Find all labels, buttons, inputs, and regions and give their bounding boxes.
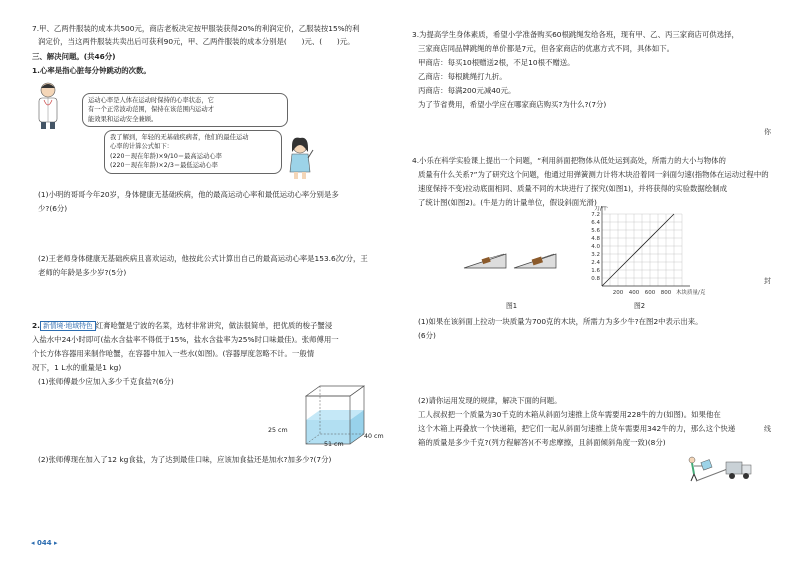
y-tick-label: 0.8 — [591, 276, 600, 282]
q4-line2: 质量有什么关系?”为了研究这个问题，他通过用弹簧测力计将木块沿着同一斜面匀速(指物体在运动过程中的 — [418, 170, 769, 179]
q4-sub2-line3: 箱的质量是多少千克?(列方程解答)(不考虑摩擦，且斜面倾斜角度一致)(8分) — [418, 438, 666, 447]
q3-shop3: 丙商店：每满200元减40元。 — [418, 86, 516, 95]
bubble1-line3: 能效果和运动安全兼顾。 — [88, 115, 158, 123]
q4-line1: 4.小乐在科学实验课上提出一个问题，“利用斜面把物体从低处运到高处，所需力的大小与物体的 — [412, 156, 726, 165]
prev-page-icon[interactable]: ◂ — [31, 539, 35, 547]
teacher-illustration — [286, 136, 314, 180]
dim-length: 51 cm — [324, 441, 344, 448]
y-tick-label: 3.2 — [591, 252, 600, 258]
q2-sub1: (1)张师傅最少应加入多少千克食盐?(6分) — [38, 377, 174, 386]
side-char-2: 封 — [764, 277, 771, 285]
doctor-illustration — [32, 80, 64, 130]
q4-line3: 速度保持不变)拉动底面相同、质量不同的木块进行了探究(如图1)，并将获得的实验数据绘制成 — [418, 184, 727, 193]
q2-line1-text: 红膏呛蟹是宁波的名菜，选材非常讲究，做法很简单，把优质的梭子蟹浸 — [95, 321, 333, 330]
fig1-caption: 图1 — [506, 302, 518, 310]
q4-line4: 了统计图(如图2)。(牛是力的计量单位，假设斜面光滑) — [418, 198, 597, 207]
bubble2-line1: 我了解到，年轻的无基础疾病者，他们的最佳运动 — [110, 134, 249, 141]
ramp-figure — [462, 248, 574, 272]
x-tick-label: 400 — [628, 290, 640, 296]
y-tick-label: 7.2 — [591, 212, 600, 218]
bubble1-line2: 有一个正常波动范围，保持在该范围内运动才 — [88, 106, 214, 114]
side-char-3: 线 — [764, 425, 771, 433]
q1-sub1-line2: 少?(6分) — [38, 204, 68, 213]
doctor-speech-bubble — [82, 93, 288, 127]
page-number-text: 044 — [36, 539, 52, 547]
q4-sub2-line2: 这个木箱上再叠放一个快递箱，把它们一起从斜面匀速推上货车需要用342牛的力，那么这个快递 — [418, 424, 736, 433]
bubble2-line2: 心率的计算公式如下： — [110, 143, 173, 151]
q1-sub2-line2: 老师的年龄是多少岁?(5分) — [38, 268, 127, 277]
q3-shop2: 乙商店：每根跳绳打九折。 — [418, 72, 507, 81]
q3-shop1: 甲商店：每买10根赠送2根，不足10根不赠送。 — [418, 58, 575, 67]
x-tick-label: 200 — [612, 290, 624, 296]
q2-sub2: (2)张师傅现在加入了12 kg食盐，为了达到最佳口味，应该加食盐还是加水?加多少?(7分) — [38, 455, 332, 464]
q3-question: 为了节省费用，希望小学应在哪家商店购买?为什么?(7分) — [418, 100, 607, 109]
section3-title: 三、解决问题。(共46分) — [32, 52, 116, 61]
series-line — [602, 214, 674, 286]
y-tick-label: 1.6 — [591, 268, 600, 274]
q7-line2: 润定价，当这两件服装共卖出后可获利90元，甲、乙两件服装的成本分别是( )元、( )元。 — [38, 37, 355, 46]
q3-line2: 三家商店同品牌跳绳的单价都是7元，但各家商店的优惠方式不同，具体如下。 — [418, 44, 674, 53]
q2-line4: 况下，1 L水的重量是1 kg) — [32, 363, 122, 372]
x-tick-label: 800 — [660, 290, 672, 296]
y-tick-label: 5.6 — [591, 228, 600, 234]
dim-width: 40 cm — [364, 433, 384, 440]
y-tick-label: 4.0 — [591, 244, 600, 250]
y-axis-label: 力/牛 — [594, 206, 609, 212]
bubble1-line1: 运动心率是人体在运动时保持的心率状态，它 — [88, 97, 214, 104]
formula-min: (220－现在年龄)×2/3＝最低运动心率 — [110, 162, 218, 170]
teacher-speech-bubble — [104, 130, 282, 174]
side-char-1: 你 — [764, 128, 771, 136]
force-mass-chart — [576, 206, 736, 306]
next-page-icon[interactable]: ▸ — [54, 539, 58, 547]
y-tick-label: 2.4 — [591, 260, 600, 266]
q7-line1: 7.甲、乙两件服装的成本共500元，商店老板决定按甲服装获得20%的利润定价，乙服装按15%的利 — [32, 24, 360, 33]
q4-sub1-line2: (6分) — [418, 331, 436, 340]
y-tick-label: 4.8 — [591, 236, 600, 242]
q2-line2: 入盐水中24小时即可(盐水含盐率不得低于15%，盐水含盐率为25%时口味最佳)。张师傅用一 — [32, 335, 339, 344]
x-tick-label: 600 — [644, 290, 656, 296]
q4-sub2-line1: 工人叔叔把一个质量为30千克的木箱从斜面匀速推上货车需要用228牛的力(如图)。如果他在 — [418, 410, 721, 419]
q2-line3: 个长方体容器用来制作呛蟹，在容器中加入一些水(如图)。(容器厚度忽略不计。一般情 — [32, 349, 315, 358]
q4-sub1-line1: (1)如果在该斜面上拉动一块质量为700克的木块，所需力为多少牛?在图2中表示出来。 — [418, 317, 703, 326]
q4-sub2-title: (2)请你运用发现的规律，解决下面的问题。 — [418, 396, 562, 405]
formula-max: (220－现在年龄)×9/10＝最高运动心率 — [110, 152, 222, 160]
dim-height: 25 cm — [268, 427, 288, 434]
fig2-caption: 图2 — [634, 302, 646, 310]
q2-tag: 新情境·地域特色 — [40, 321, 96, 331]
q1-sub2-line1: (2)王老师身体健康无基础疾病且喜欢运动，他按此公式计算出自己的最高运动心率是153.6次/分，王 — [38, 254, 368, 263]
q1-sub1-line1: (1)小明的哥哥今年20岁，身体健康无基础疾病，他的最高运动心率和最低运动心率分别是多 — [38, 190, 339, 199]
worker-truck-illustration — [686, 452, 754, 484]
q2-line1: 2. 新情境·地域特色 红膏呛蟹是宁波的名菜，选材非常讲究，做法很简单，把优质的梭子蟹浸 — [32, 321, 333, 330]
x-axis-label: 木块质量/克 — [676, 290, 706, 296]
q3-line1: 3.为提高学生身体素质，希望小学准备购买60根跳绳发给各班，现有甲、乙、丙三家商店可供选择， — [412, 30, 739, 39]
page-number — [31, 538, 58, 548]
y-tick-label: 6.4 — [591, 220, 600, 226]
q1-title: 1.心率是指心脏每分钟跳动的次数。 — [32, 66, 151, 75]
